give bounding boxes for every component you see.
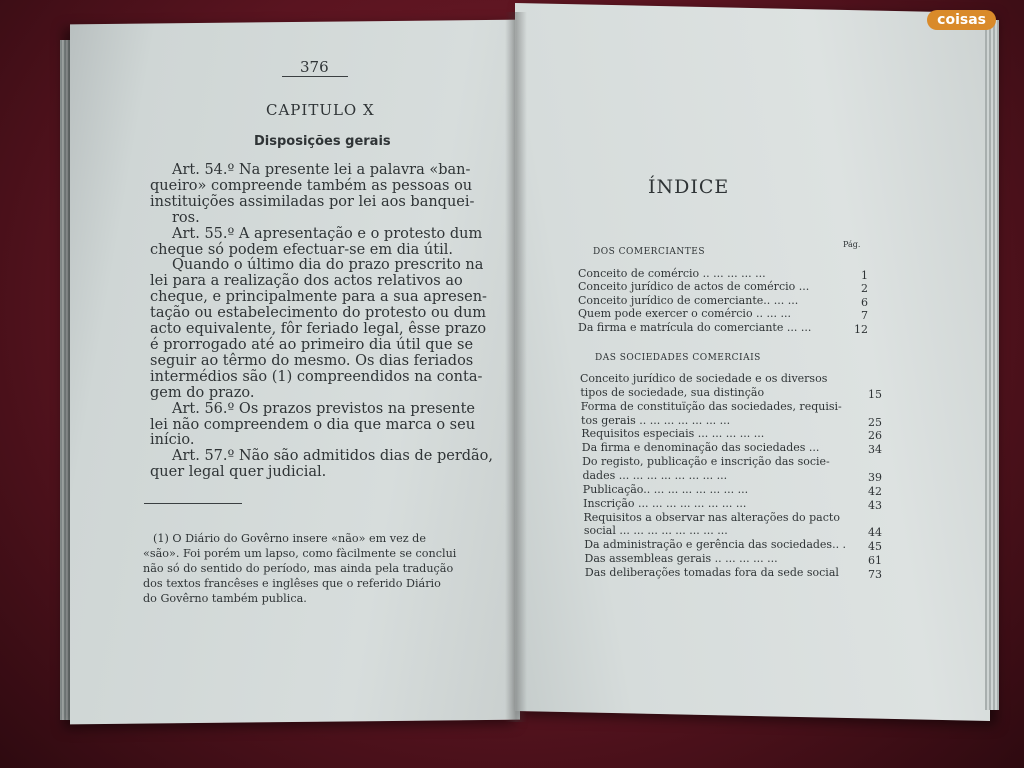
body-line: gem do prazo. [150,384,255,401]
index-entry-text: Da administração e gerência das sociedades.. . [584,538,847,552]
chapter-body-text [150,163,493,481]
index-entry-page: 39 [868,470,882,484]
watermark-logo: coisas [927,10,996,30]
index-section-label: DAS SOCIEDADES COMERCIAIS [595,353,761,363]
right-page-edges [985,20,999,710]
index-entry-page: 45 [868,540,882,554]
index-entry-page: 42 [868,484,882,498]
body-line: é prorrogado até ao primeiro dia útil que se [150,336,474,353]
body-line: Quando o último dia do prazo prescrito na [172,257,484,274]
body-line: acto equivalente, fôr feriado legal, êsse prazo [150,321,487,338]
body-line: Art. 56.º Os prazos previstos na presente [172,400,475,417]
index-page-column-label: Pág. [843,240,861,249]
index-entry-text: Requisitos a observar nas alterações do pacto [583,510,840,524]
index-entry-page: 43 [868,498,882,512]
index-entry-page: 25 [868,415,882,429]
index-entry-text: tos gerais .. ... ... ... ... ... ... [581,413,731,427]
index-entry-text: tipos de sociedade, sua distinção [580,385,765,399]
index-entry-text: Requisitos especiais ... ... ... ... ... [581,427,765,441]
footnote-text [143,531,456,606]
body-line: início. [150,432,195,449]
index-entry-text: Quem pode exercer o comércio .. ... ... [578,307,792,321]
index-entry-page: 44 [868,526,882,540]
index-entry-page: 15 [868,387,882,401]
body-line: Art. 55.º A apresentação e o protesto dum [172,225,483,242]
footnote-rule [144,503,242,504]
index-entry-page: 7 [861,309,868,323]
index-entry-text: Das assembleas gerais .. ... ... ... ... [584,552,778,566]
chapter-subtitle: Disposições gerais [254,134,391,149]
index-entry-text: dades ... ... ... ... ... ... ... ... [582,468,728,482]
footnote-line: «são». Foi porém um lapso, como fàcilmente se conclui [143,547,457,560]
book-gutter [505,12,527,722]
body-line: intermédios são (1) compreendidos na conta- [150,368,483,385]
index-entry-text: Do registo, publicação e inscrição das socie- [582,455,830,469]
body-line: cheque só podem efectuar-se em dia útil. [150,241,453,258]
body-line: instituições assimiladas por lei aos banquei- [150,193,475,210]
footnote-line: dos textos francêses e inglêses que o referido Diário [143,577,441,590]
body-line: seguir ao têrmo do mesmo. Os dias feriados [150,352,474,369]
index-entry-page: 6 [861,295,868,309]
page-number: 376 [300,58,329,76]
index-entry-text: Inscrição ... ... ... ... ... ... ... ... [583,496,747,510]
page-number-rule [282,76,348,77]
index-entry-text: Da firma e matrícula do comerciante ... ... [578,320,812,334]
body-line: ros. [172,209,200,226]
index-entry-text: Conceito jurídico de comerciante.. ... ... [578,293,799,307]
index-entry-text: Das deliberações tomadas fora da sede social [584,565,839,579]
body-line: Art. 54.º Na presente lei a palavra «ban- [172,162,471,178]
index-entry-page: 73 [868,567,882,581]
footnote-line: do Govêrno também publica. [143,592,307,605]
index-entry-page: 26 [868,429,882,443]
body-line: lei para a realização dos actos relativos ao [150,273,463,290]
body-line: cheque, e principalmente para a sua apresen- [150,289,487,306]
index-entry-text: Conceito jurídico de sociedade e os diversos [580,372,828,385]
body-line: Art. 57.º Não são admitidos dias de perdão, [172,448,494,465]
index-entry-text: Conceito jurídico de actos de comércio ... [578,280,810,294]
index-entry-text: Publicação.. ... ... ... ... ... ... ... [582,482,749,496]
body-line: tação ou estabelecimento do protesto ou dum [150,305,487,322]
index-section-label: DOS COMERCIANTES [593,247,706,257]
index-entry-page: 61 [868,554,882,568]
index-entry-page: 1 [861,269,868,282]
footnote-line: não só do sentido do período, mas ainda pela tradução [143,562,454,575]
footnote-line: (1) O Diário do Govêrno insere «não» em vez de [153,532,426,545]
body-line: quer legal quer judicial. [150,464,327,481]
index-entry-text: Conceito de comércio .. ... ... ... ... [578,267,766,280]
body-line: lei não compreendem o dia que marca o seu [150,416,476,433]
index-entry-text: Da firma e denominação das sociedades ... [581,441,820,455]
index-title: ÍNDICE [648,176,730,198]
index-entry-text: Forma de constituïção das sociedades, requisi- [580,399,842,413]
index-entry-page: 34 [868,443,882,457]
index-entry-page: 12 [854,322,868,336]
index-entry-page: 2 [861,282,868,296]
chapter-title: CAPITULO X [266,101,375,119]
body-line: queiro» compreende também as pessoas ou [150,177,473,194]
index-entry-text: social ... ... ... ... ... ... ... ... [583,524,728,538]
